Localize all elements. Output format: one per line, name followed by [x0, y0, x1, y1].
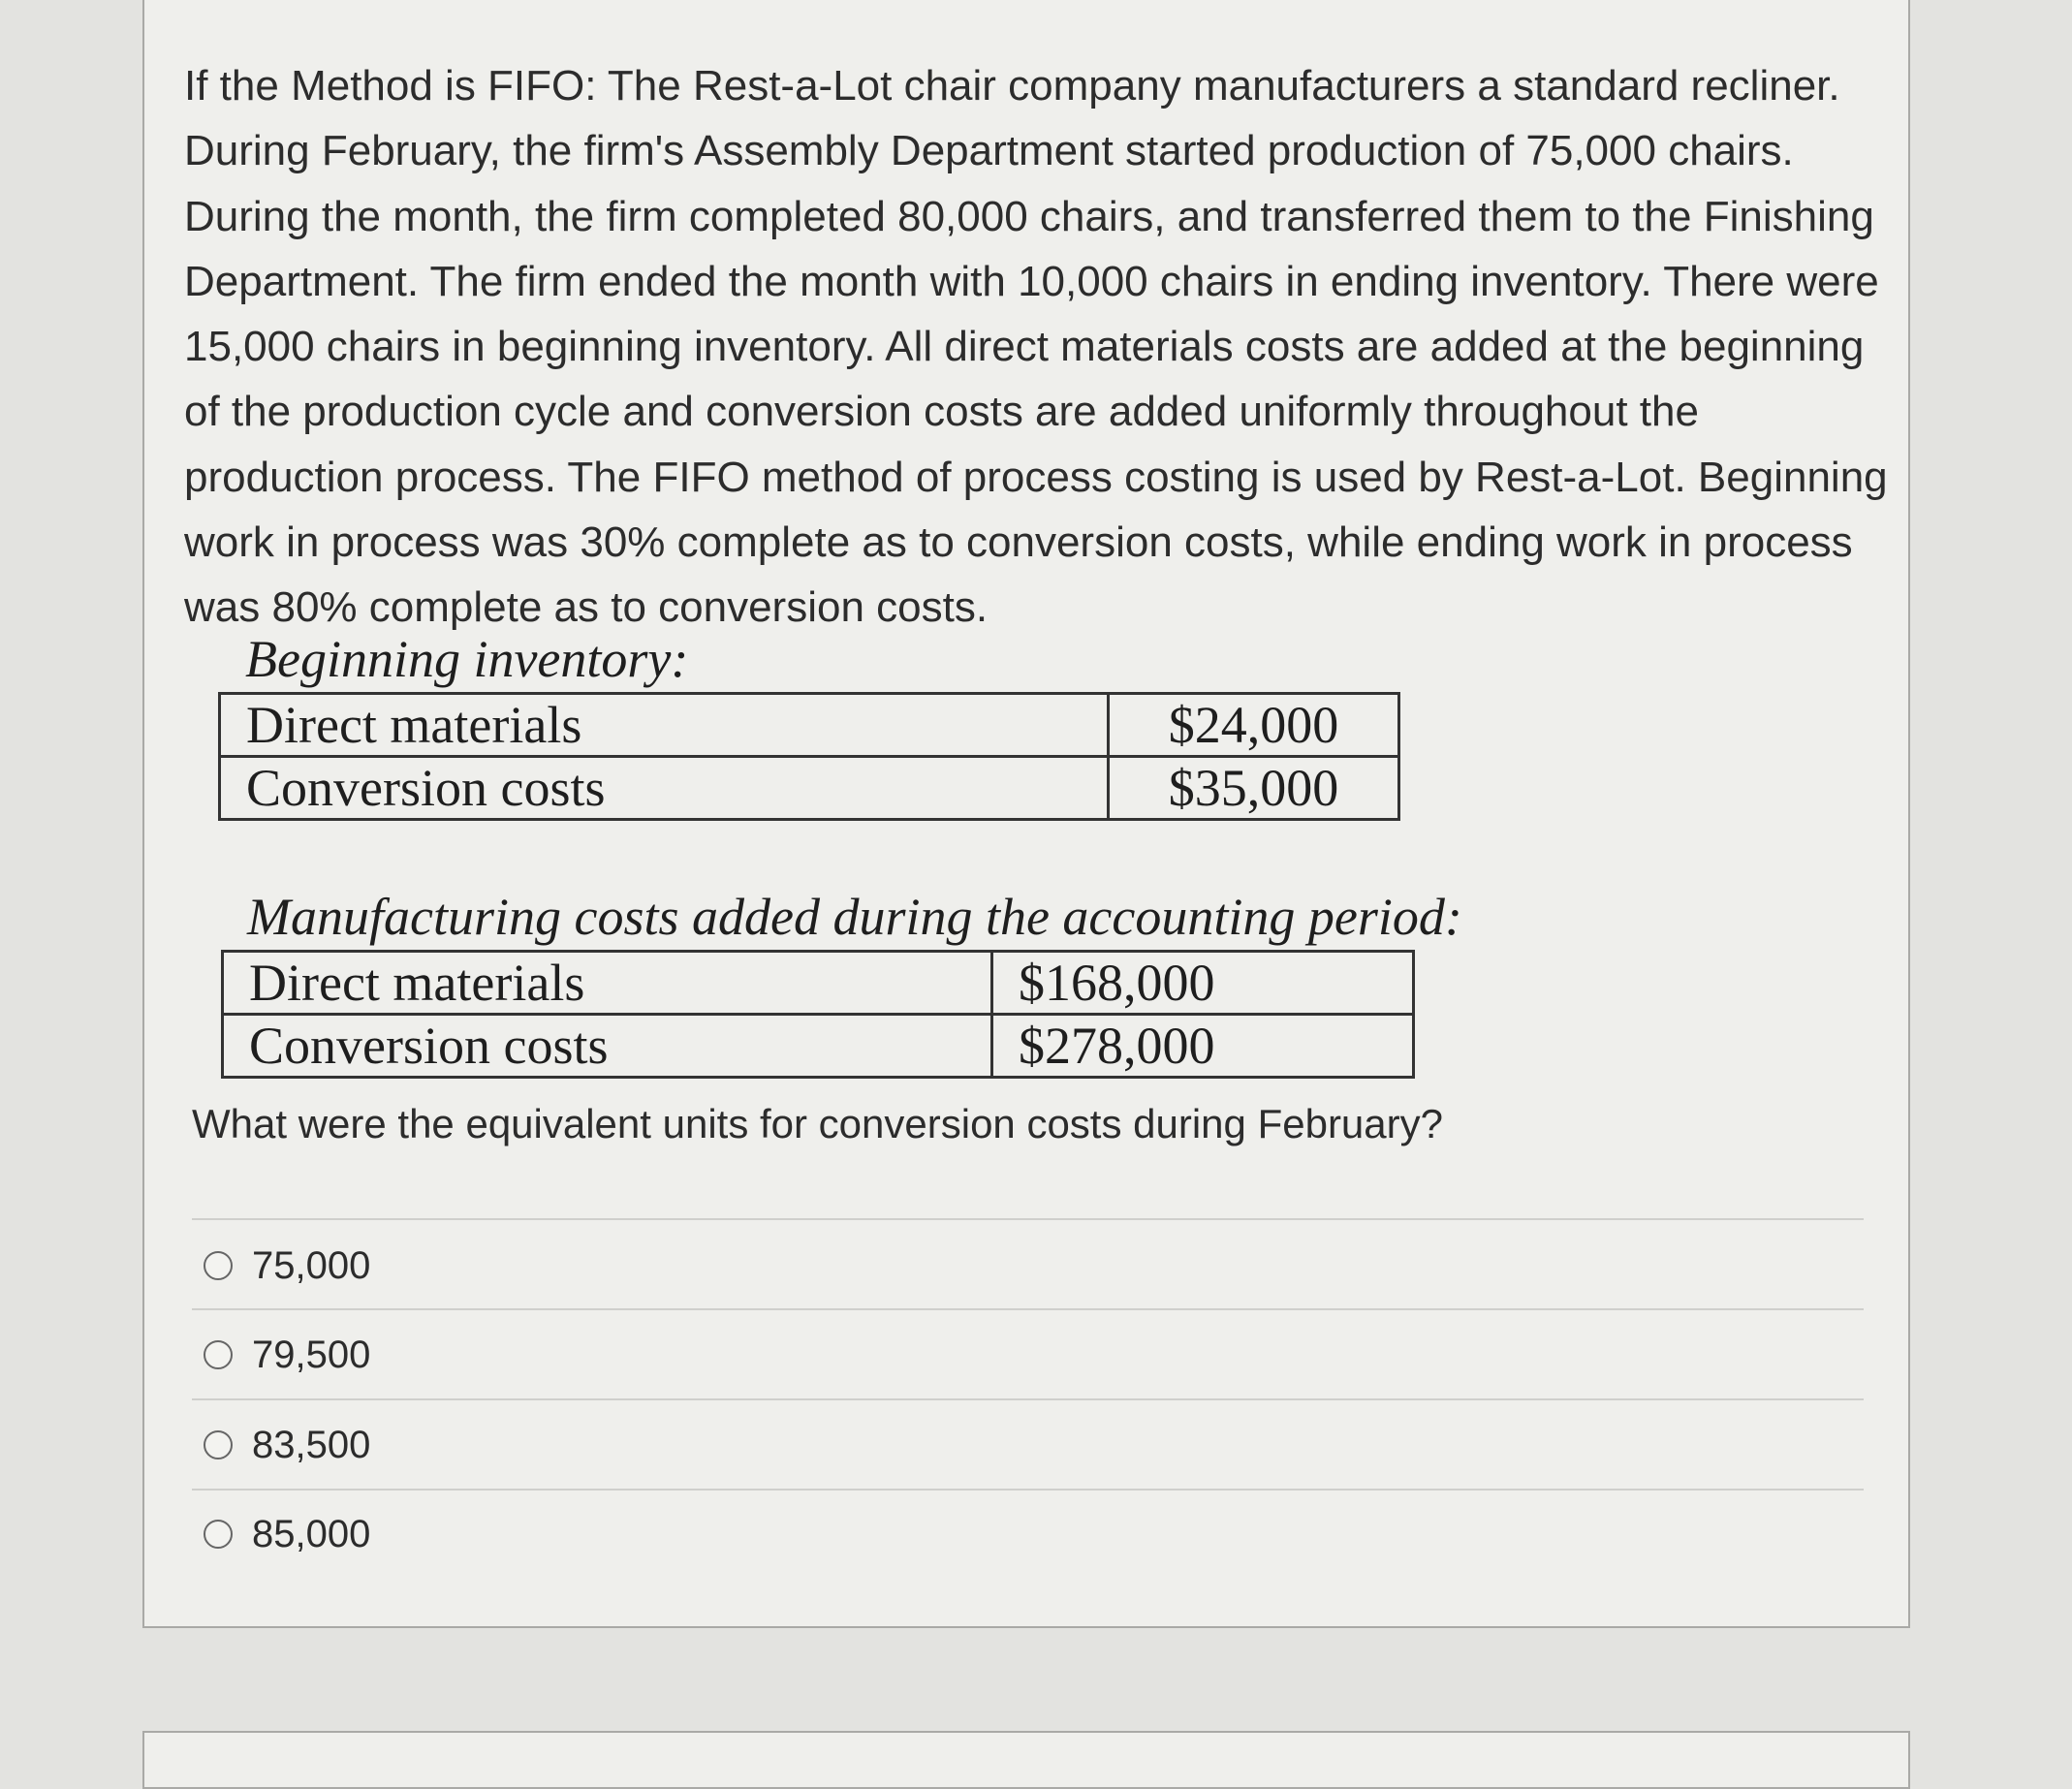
option-divider [192, 1308, 1864, 1310]
answer-option-79500[interactable] [204, 1326, 370, 1384]
radio-button[interactable] [204, 1340, 233, 1369]
cost-label: Conversion costs [223, 1015, 992, 1078]
option-label: 85,000 [252, 1512, 371, 1555]
table-row [223, 952, 1414, 1015]
option-label: 75,000 [252, 1243, 371, 1287]
next-question-card [142, 1731, 1910, 1789]
table-row [223, 1015, 1414, 1078]
cost-label: Conversion costs [220, 757, 1109, 820]
cost-label: Direct materials [220, 694, 1109, 757]
beginning-inventory-caption: Beginning inventory: [245, 630, 689, 688]
radio-button[interactable] [204, 1520, 233, 1549]
problem-text: If the Method is FIFO: The Rest-a-Lot chair company manufacturers a standard recliner. During February, the firm's Assembly Department started production of 75,000 chairs. During the month, the firm completed 80,000 chairs, and transferred them to the Finishing Department. The firm ended the month with 10,000 chairs in ending inventory. There were 15,000 chairs in beginning inventory. All direct materials costs are added at the beginning of the production cycle and conversion costs are added uniformly throughout the production process. The FIFO method of process costing is used by Rest-a-Lot. Beginning work in process was 30% complete as to conversion costs, while ending work in process was 80% complete as to conversion costs. [184, 62, 1888, 632]
answer-option-75000[interactable] [204, 1237, 370, 1295]
table-row [220, 694, 1399, 757]
answer-option-83500[interactable] [204, 1416, 370, 1474]
cost-value: $168,000 [992, 952, 1414, 1015]
question-text: What were the equivalent units for conversion costs during February? [192, 1101, 1443, 1146]
option-divider [192, 1218, 1864, 1220]
cost-label: Direct materials [223, 952, 992, 1015]
option-divider [192, 1398, 1864, 1400]
table-row [220, 757, 1399, 820]
option-label: 79,500 [252, 1333, 371, 1376]
option-divider [192, 1489, 1864, 1491]
cost-value: $278,000 [992, 1015, 1414, 1078]
manufacturing-costs-table [221, 950, 1415, 1079]
radio-button[interactable] [204, 1430, 233, 1459]
radio-button[interactable] [204, 1251, 233, 1280]
manufacturing-costs-caption: Manufacturing costs added during the accounting period: [247, 888, 1462, 946]
option-label: 83,500 [252, 1423, 371, 1466]
cost-value: $24,000 [1109, 694, 1399, 757]
cost-value: $35,000 [1109, 757, 1399, 820]
beginning-inventory-table [218, 692, 1400, 821]
answer-option-85000[interactable] [204, 1505, 370, 1563]
